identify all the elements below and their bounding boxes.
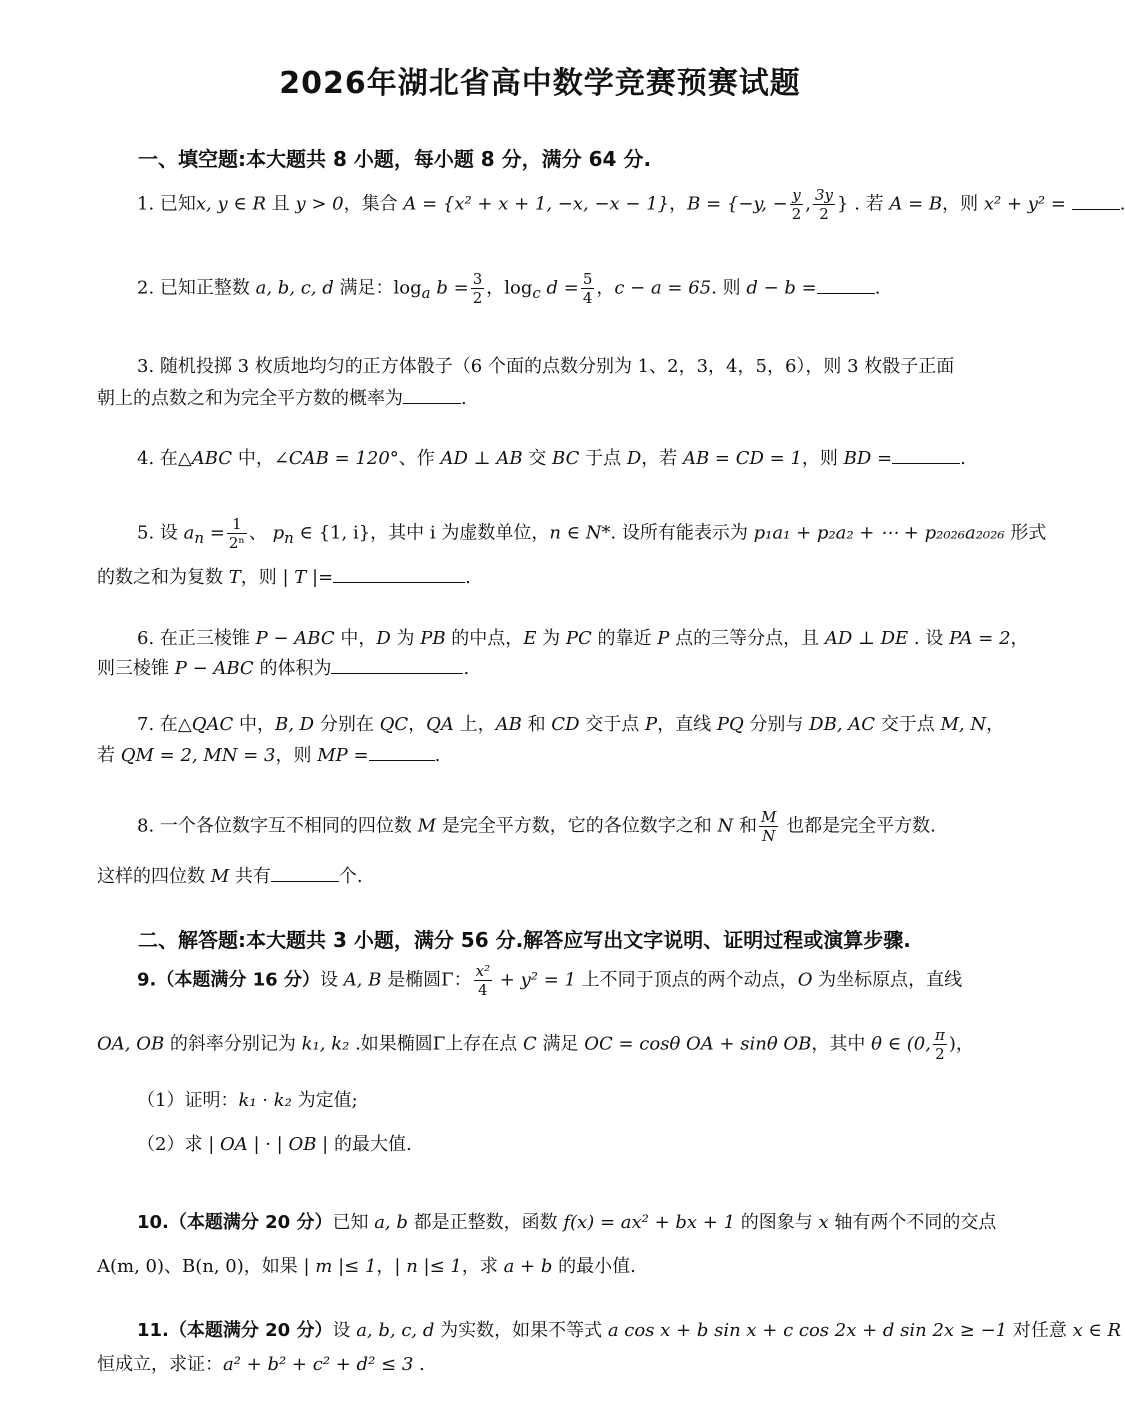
question-7-line2: 若 QM = 2, MN = 3，则 MP = .	[97, 745, 441, 766]
question-10-line1: 10.（本题满分 20 分）已知 a, b 都是正整数，函数 f(x) = ax² + bx + 1 的图象与 x 轴有两个不同的交点	[137, 1212, 997, 1233]
question-9-line1: 9.（本题满分 16 分）设 A, B 是椭圆Γ： $\frac{\text{x²}}{4}$ + y² = 1 上不同于顶点的两个动点，O 为坐标原点，直线	[137, 962, 963, 999]
section1-heading: 一、填空题:本大题共 8 小题，每小题 8 分，满分 64 分.	[138, 147, 652, 171]
question-8-line2: 这样的四位数 M 共有 个.	[97, 866, 363, 887]
fraction: $\frac{\text{x²}}{4}$	[475, 962, 491, 999]
question-9-sub1: （1）证明：k₁ · k₂ 为定值;	[137, 1090, 358, 1111]
answer-blank[interactable]	[333, 568, 465, 583]
question-6-line1: 6. 在正三棱锥 P − ABC 中，D 为 PB 的中点，E 为 PC 的靠近 P 点的三等分点，且 AD ⊥ DE . 设 PA = 2，	[137, 628, 1029, 649]
question-10-line2: A(m, 0)、B(n, 0)，如果 | m |≤ 1，| n |≤ 1，求 a + b 的最小值.	[97, 1256, 636, 1277]
question-7-line1: 7. 在△QAC 中，B, D 分别在 QC，QA 上，AB 和 CD 交于点 P，直线 PQ 分别与 DB, AC 交于点 M, N，	[137, 714, 1005, 735]
question-8-line1: 8. 一个各位数字互不相同的四位数 M 是完全平方数，它的各位数字之和 N 和 $\frac{M}{N}$ 也都是完全平方数.	[137, 808, 936, 845]
fraction: $\frac{1}{\text{2ⁿ}}$	[228, 515, 245, 552]
answer-blank[interactable]	[817, 279, 875, 294]
fraction: $\frac{3y}{2}$	[815, 186, 834, 223]
question-3-line2: 朝上的点数之和为完全平方数的概率为 .	[97, 388, 467, 409]
question-2: 2. 已知正整数 a, b, c, d 满足：$\log_a b$ = $\frac{3}{2}$ ，$\log_c d$ = $\frac{5}{4}$ ，c − a = 65. 则 d − b = .	[137, 270, 881, 307]
answer-blank[interactable]	[331, 659, 463, 674]
fraction: $\frac{\pi}{2}$	[934, 1026, 945, 1063]
question-9-sub2: （2）求 | OA | · | OB | 的最大值.	[137, 1134, 412, 1155]
question-11-line1: 11.（本题满分 20 分）设 a, b, c, d 为实数，如果不等式 a cos x + b sin x + c cos 2x + d sin 2x ≥ −1 对任意 x ∈ R	[137, 1320, 1122, 1341]
answer-blank[interactable]	[892, 449, 960, 464]
question-4: 4. 在△ABC 中，∠CAB = 120°、作 AD ⊥ AB 交 BC 于点 D，若 AB = CD = 1，则 BD = .	[137, 448, 966, 469]
question-5-line1: 5. 设 $a_n$ = $\frac{1}{\text{2ⁿ}}$ 、 $p_n$ ∈ {1, i}，其中 i 为虚数单位，n ∈ N*. 设所有能表示为 p₁a₁ + p₂a₂ + ⋯ + p₂₀₂₆a₂₀₂₆ 形式	[137, 515, 1047, 552]
fraction: $\frac{3}{2}$	[472, 270, 483, 307]
answer-blank[interactable]	[1072, 195, 1120, 210]
answer-blank[interactable]	[403, 389, 461, 404]
fraction: $\frac{y}{2}$	[791, 186, 802, 223]
answer-blank[interactable]	[369, 746, 435, 761]
question-11-line2: 恒成立，求证：a² + b² + c² + d² ≤ 3 .	[97, 1354, 425, 1375]
question-6-line2: 则三棱锥 P − ABC 的体积为 .	[97, 658, 470, 679]
question-1: 1. 已知x, y ∈ R 且 y > 0，集合 A = {x² + x + 1, −x, −x − 1}，B = {−y, − $\frac{y}{2}$ , $\frac{3y}{2}$ } . 若 A = B，则 x² + y² = .	[137, 186, 1125, 223]
answer-blank[interactable]	[271, 867, 339, 882]
question-5-line2: 的数之和为复数 T，则 | T |= .	[97, 567, 471, 588]
section2-heading: 二、解答题:本大题共 3 小题，满分 56 分.解答应写出文字说明、证明过程或演算步骤.	[138, 928, 911, 952]
question-3-line1: 3. 随机投掷 3 枚质地均匀的正方体骰子（6 个面的点数分别为 1、2，3，4，5，6），则 3 枚骰子正面	[137, 356, 955, 377]
question-9-line2: OA, OB 的斜率分别记为 k₁, k₂ .如果椭圆Γ上存在点 C 满足 OC = cosθ OA + sinθ OB，其中 θ ∈ (0, $\frac{\pi}{2}$ )，	[97, 1026, 974, 1063]
fraction: $\frac{M}{N}$	[761, 808, 777, 845]
page-title: 2026年湖北省高中数学竞赛预赛试题	[279, 66, 801, 101]
fraction: $\frac{5}{4}$	[582, 270, 593, 307]
